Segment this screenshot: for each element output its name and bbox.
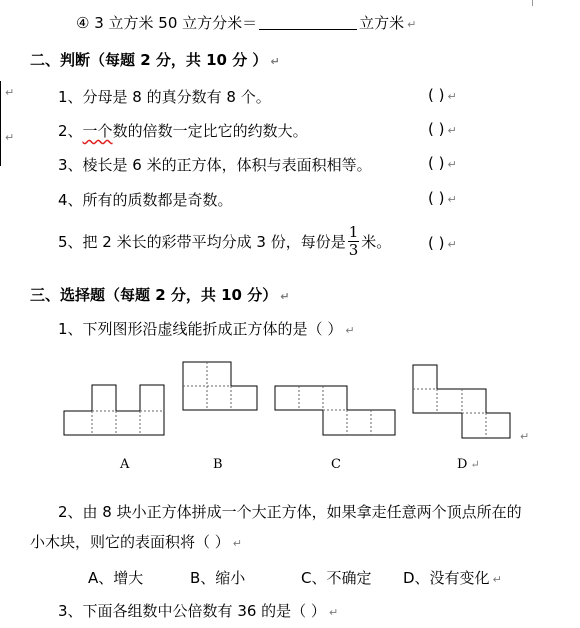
return-mark: ↵ [345,324,355,337]
option-c[interactable]: C、不确定 [301,569,372,587]
return-mark: ↵ [270,55,280,68]
judge-item-text: 数的倍数一定比它的约数大。 [112,122,308,140]
judge-item-text: 1、分母是 8 的真分数有 8 个。 [58,88,271,106]
fraction-one-third [348,224,360,259]
judge-item-number: 2、 [58,122,83,140]
fill-in-suffix: 立方米 [359,14,405,32]
answer-paren-1[interactable]: ( ) ↵ [428,86,457,104]
answer-paren-5[interactable]: ( ) ↵ [428,234,457,252]
page-corner-mark [532,0,533,6]
choice-question-text: 小木块，则它的表面积将（ ） [30,533,230,551]
section-2-heading [30,49,280,70]
answer-paren-4[interactable]: ( ) ↵ [428,189,457,207]
judge-item-text: 4、所有的质数都是奇数。 [58,191,233,209]
return-mark: ↵ [280,290,290,303]
fill-in-prefix: ④ 3 立方米 50 立方分米＝ [76,14,258,32]
margin-return-mark: ↵ [5,86,15,99]
fraction-numerator: 1 [348,223,359,241]
answer-paren-3[interactable]: ( ) ↵ [428,154,457,172]
choice-question-1 [58,318,355,339]
choice-question-2-line-2 [30,531,242,552]
figure-label-b: B [213,457,223,472]
option-b[interactable]: B、缩小 [190,569,246,587]
option-d[interactable]: D、没有变化 ↵ [403,569,502,587]
return-mark: ↵ [328,606,339,619]
option-a[interactable]: A、增大 [88,569,144,587]
judge-item-text: 5、把 2 米长的彩带平均分成 3 份，每份是 [58,233,346,251]
judge-item-text-end: 米。 [361,233,392,251]
answer-paren-2[interactable]: ( ) ↵ [428,120,457,138]
cube-net-d [413,365,510,438]
choice-question-text: 1、下列图形沿虚线能折成正方体的是（ ） [58,320,343,338]
fill-in-question-4 [76,12,416,33]
fraction-denominator: 3 [348,241,359,259]
return-mark: ↵ [520,430,530,443]
cube-nets-figure [0,355,580,450]
cube-net-c [275,386,395,435]
judge-item-5 [58,224,391,259]
figure-label-c: C [331,457,341,472]
section-2-heading-text: 二、判断（每题 2 分，共 10 分 ） [30,51,268,69]
figure-label-a: A [120,457,130,472]
cube-net-a [64,385,164,435]
return-mark: ↵ [232,537,242,550]
section-3-heading [30,284,289,305]
return-mark: ↵ [407,18,417,31]
judge-item-2 [58,120,308,141]
answer-blank[interactable] [259,15,357,30]
judge-item-4 [58,189,233,210]
choice-question-2-line-1: 2、由 8 块小正方体拼成一个大正方体，如果拿走任意两个顶点所在的 [58,503,522,521]
spellcheck-word: 一个 [82,122,113,140]
judge-item-3 [58,154,372,175]
choice-question-text: 3、下面各组数中公倍数有 36 的是（ ） [58,602,326,620]
cube-net-b [183,362,257,410]
figure-label-d: D ↵ [457,457,480,472]
section-3-heading-text: 三、选择题（每题 2 分，共 10 分） [30,286,278,304]
judge-item-1 [58,86,271,107]
choice-question-3 [58,600,338,621]
judge-item-text: 3、棱长是 6 米的正方体，体积与表面积相等。 [58,156,372,174]
margin-return-mark: ↵ [5,131,15,144]
